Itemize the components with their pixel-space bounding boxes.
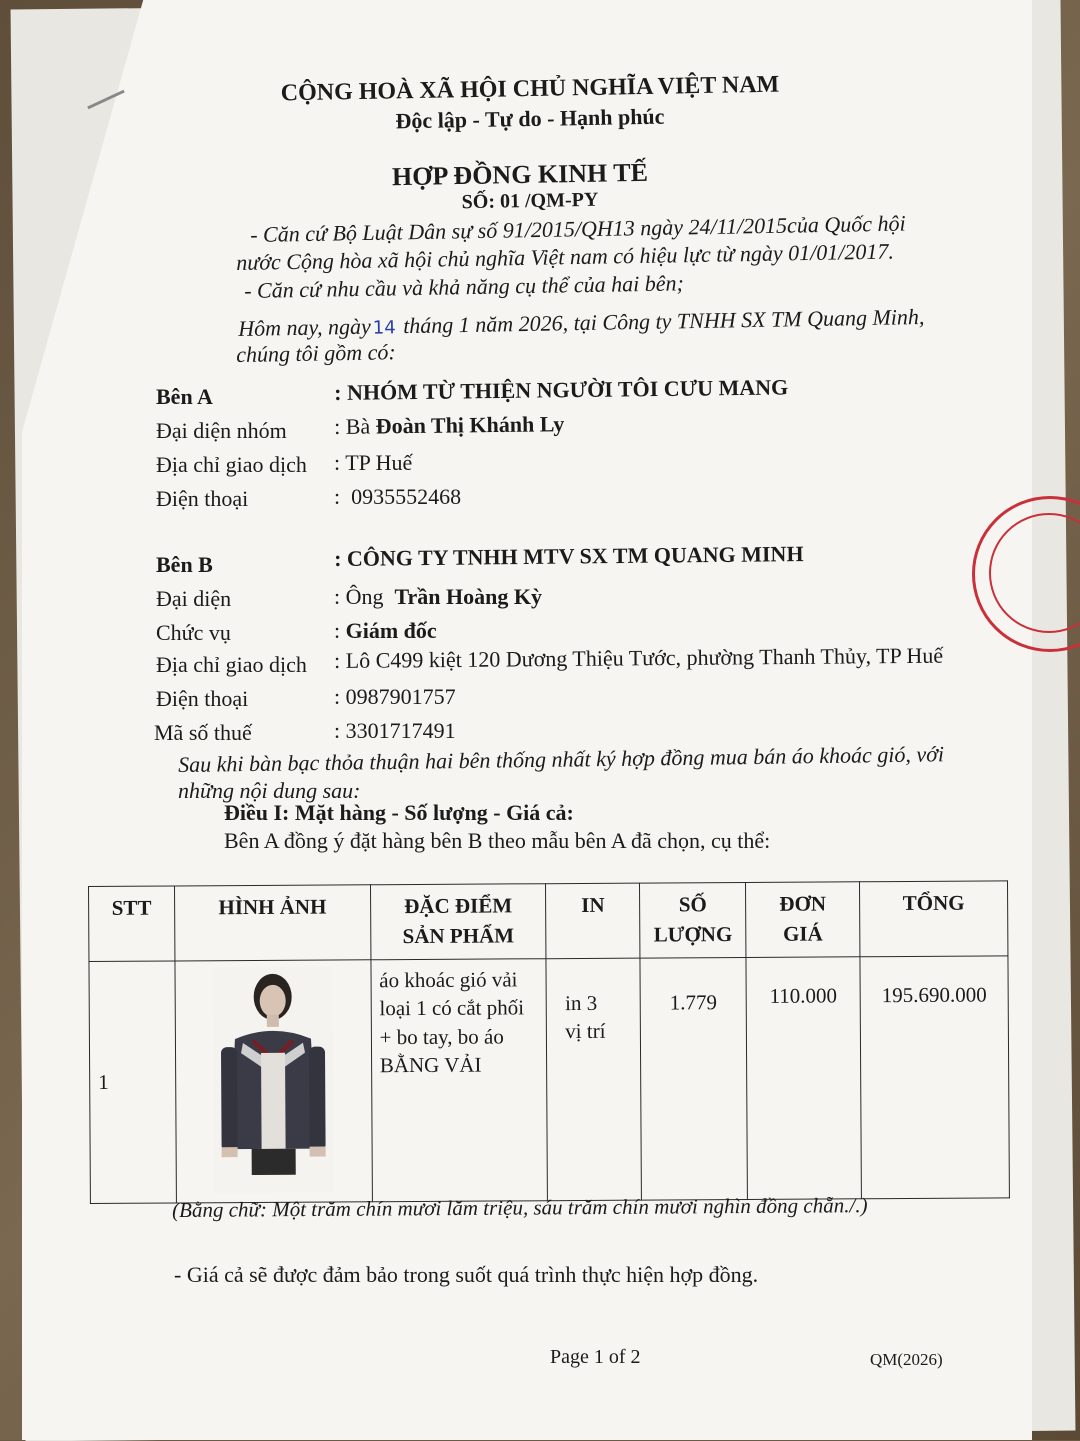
page-number: Page 1 of 2 (550, 1346, 641, 1368)
party-b-position-label: Chức vụ (156, 620, 231, 645)
cell-stt: 1 (89, 961, 176, 1204)
feature-line-3: + bo tay, bo áo (379, 1024, 504, 1049)
date-suffix: tháng 1 năm 2026, tại Công ty TNHH SX TM Quang Minh, (402, 304, 925, 339)
header-unit-price (746, 882, 860, 958)
party-b-tax-value: : 3301717491 (334, 718, 456, 743)
date-prefix: Hôm nay, ngày (238, 313, 372, 341)
party-b-rep-prefix: : Ông (334, 584, 384, 609)
party-b-rep-label: Đại diện (156, 586, 232, 611)
cell-quantity: 1.779 (640, 957, 747, 1200)
print-line-1: in 3 (565, 990, 598, 1016)
party-b-address-label: Địa chỉ giao dịch (156, 652, 307, 677)
agreement-line-2: những nội dung sau: (178, 778, 361, 803)
feature-line-1: áo khoác gió vải (379, 967, 518, 993)
party-a-rep-value (334, 411, 564, 440)
feature-line-4: BẰNG VẢI (379, 1052, 482, 1078)
feature-line-2: loại 1 có cắt phối (379, 995, 525, 1021)
party-a-phone-label: Điện thoại (156, 486, 249, 511)
document-code: QM(2026) (870, 1350, 943, 1369)
party-b-phone-value: : 0987901757 (334, 684, 456, 709)
handwritten-day: 14 (372, 317, 396, 339)
party-a-rep-label: Đại diện nhóm (156, 418, 287, 443)
amount-in-words: (Bằng chữ: Một trăm chín mươi lăm triệu, sáu trăm chín mươi nghìn đồng chẵn./.) (172, 1193, 868, 1222)
product-photo (213, 967, 334, 1194)
cell-features (371, 959, 548, 1202)
table-row (89, 956, 1009, 1204)
header-features-line-1: ĐẶC ĐIỂM (404, 893, 513, 919)
article-1-text: Bên A đồng ý đặt hàng bên B theo mẫu bên A đã chọn, cụ thể: (224, 828, 771, 853)
jacket-photo-icon (213, 967, 334, 1194)
party-b-address-value: : Lô C499 kiệt 120 Dương Thiệu Tước, phường Thanh Thủy, TP Huế (334, 642, 944, 673)
party-b-phone-label: Điện thoại (156, 686, 249, 711)
legal-basis-line-2: nước Cộng hòa xã hội chủ nghĩa Việt nam có hiệu lực từ ngày 01/01/2017. (236, 238, 895, 275)
party-b-label: Bên B (156, 552, 213, 577)
header-print: IN (546, 883, 640, 959)
cell-print (546, 958, 641, 1201)
header-image: HÌNH ẢNH (174, 885, 370, 961)
party-a-label: Bên A (156, 384, 213, 409)
country-title: CỘNG HOÀ XÃ HỘI CHỦ NGHĨA VIỆT NAM (280, 71, 780, 107)
party-b-rep-value (334, 584, 542, 610)
cell-unit-price: 110.000 (746, 957, 861, 1200)
party-a-phone-number: 0935552468 (351, 484, 462, 509)
table-header-row (89, 881, 1008, 962)
party-a-phone-value (334, 484, 461, 510)
header-unit-price-line-1: ĐƠN (779, 891, 827, 916)
legal-basis-line-3: - Căn cứ nhu cầu và khả năng cụ thể của hai bên; (244, 270, 685, 303)
price-guarantee-note: - Giá cả sẽ được đảm bảo trong suốt quá trình thực hiện hợp đồng. (174, 1262, 759, 1287)
party-b-position-value (334, 618, 437, 644)
legal-basis-line-1: - Căn cứ Bộ Luật Dân sự số 91/2015/QH13 ngày 24/11/2015của Quốc hội (250, 210, 906, 247)
party-a-phone-prefix: : (334, 484, 341, 509)
party-b-name: : CÔNG TY TNHH MTV SX TM QUANG MINH (334, 541, 804, 571)
article-1-heading: Điều I: Mặt hàng - Số lượng - Giá cả: (224, 800, 574, 825)
party-b-rep-name: Trần Hoàng Kỳ (394, 584, 543, 609)
agreement-line-1: Sau khi bàn bạc thỏa thuận hai bên thống nhất ký hợp đồng mua bán áo khoác gió, với (178, 741, 945, 777)
print-line-2: vị trí (565, 1019, 606, 1044)
party-a-rep-prefix: : Bà (334, 413, 371, 439)
header-quantity (640, 882, 746, 958)
party-b-tax-label: Mã số thuế (154, 720, 252, 745)
cell-image (175, 960, 372, 1203)
contract-number: SỐ: 01 /QM-PY (461, 188, 599, 214)
party-a-name: : NHÓM TỪ THIỆN NGƯỜI TÔI CƯU MANG (334, 374, 789, 405)
party-b-position: Giám đốc (345, 618, 437, 643)
header-total: TỔNG (860, 881, 1008, 957)
parties-intro: chúng tôi gồm có: (236, 339, 396, 367)
party-b-position-prefix: : (334, 618, 341, 643)
party-a-rep-name: Đoàn Thị Khánh Ly (375, 411, 565, 439)
party-a-address-label: Địa chỉ giao dịch (156, 452, 307, 477)
header-quantity-line-1: SỐ (678, 892, 707, 917)
header-stt: STT (89, 886, 175, 962)
cell-total: 195.690.000 (860, 956, 1009, 1199)
header-features (370, 884, 546, 960)
header-features-line-2: SẢN PHẨM (402, 923, 515, 949)
product-table (88, 880, 1010, 1204)
national-motto: Độc lập - Tự do - Hạnh phúc (395, 103, 665, 134)
document-title: HỢP ĐỒNG KINH TẾ (391, 157, 649, 192)
header-unit-price-line-2: GIÁ (782, 921, 823, 947)
header-quantity-line-2: LƯỢNG (653, 922, 733, 947)
party-a-address-value: : TP Huế (334, 450, 413, 475)
